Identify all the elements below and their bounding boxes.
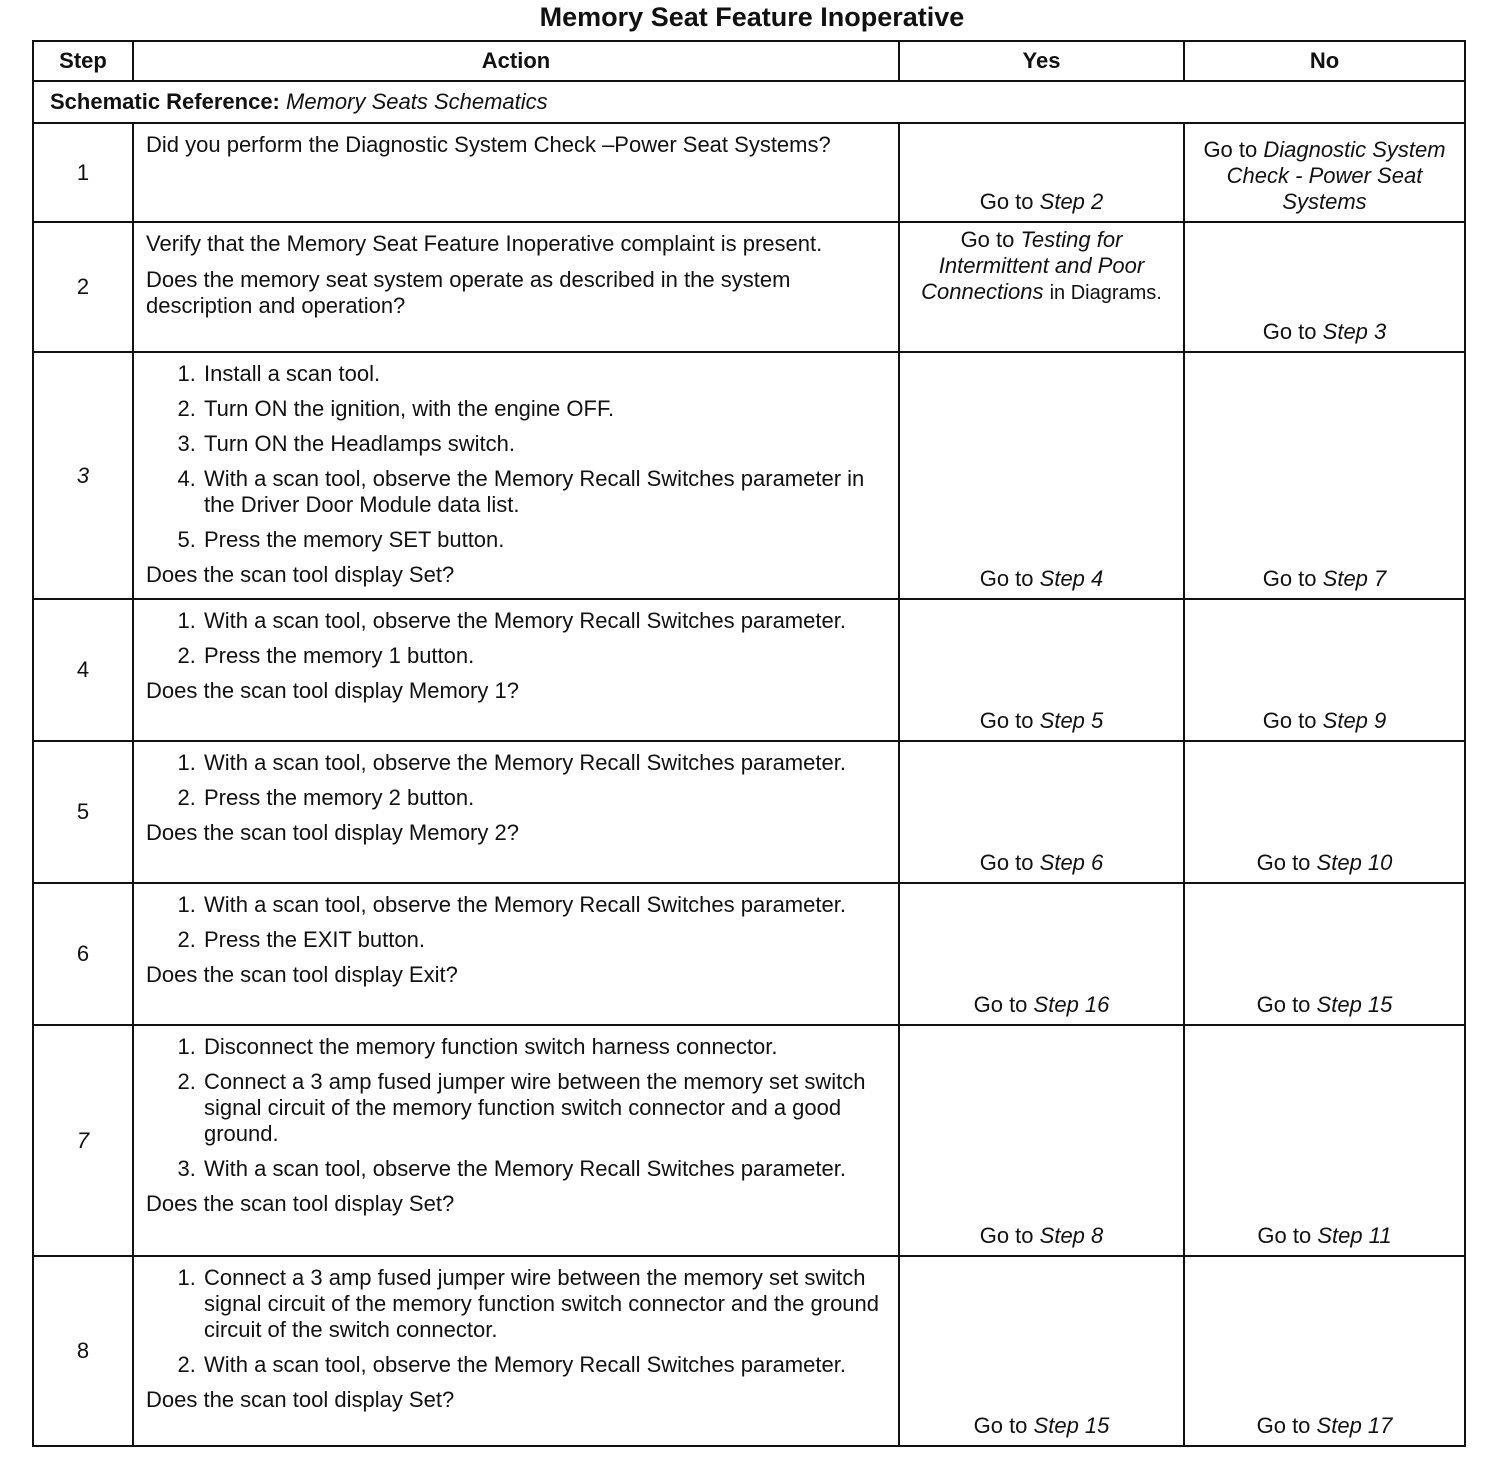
action-step-item: 2. Connect a 3 amp fused jumper wire between the memory set switch signal circuit of the memory function switch connector and a good ground. [202, 1069, 886, 1147]
action-steps [146, 1034, 886, 1182]
action-step-item: 2. Press the memory 1 button. [202, 643, 886, 669]
yes-prefix: Go to [979, 850, 1034, 875]
step-number: 5 [33, 741, 133, 883]
table-row [33, 123, 1465, 222]
no-target-link[interactable]: Step 11 [1317, 1223, 1392, 1248]
yes-target-link[interactable]: Step 8 [1039, 1223, 1104, 1248]
table-row [33, 599, 1465, 741]
no-cell [1184, 1025, 1465, 1256]
no-prefix: Go to [1257, 1223, 1312, 1248]
no-prefix: Go to [1262, 708, 1317, 733]
header-action: Action [133, 41, 899, 81]
table-row [33, 222, 1465, 352]
header-step: Step [33, 41, 133, 81]
action-cell [133, 222, 899, 352]
action-cell [133, 883, 899, 1025]
table-row [33, 883, 1465, 1025]
no-target-link[interactable]: Step 7 [1322, 566, 1387, 591]
action-cell [133, 1256, 899, 1446]
action-question: Does the scan tool display Exit? [146, 962, 458, 987]
action-step-item: 2. With a scan tool, observe the Memory Recall Switches parameter. [202, 1352, 886, 1378]
yes-target-link[interactable]: Step 4 [1039, 566, 1104, 591]
yes-cell [899, 741, 1184, 883]
step-number: 2 [33, 222, 133, 352]
yes-target-link[interactable]: Step 15 [1033, 1413, 1110, 1438]
action-step-item: 1. Connect a 3 amp fused jumper wire between the memory set switch signal circuit of the memory function switch connector and the ground circuit of the switch connector. [202, 1265, 886, 1343]
no-prefix: Go to [1262, 566, 1317, 591]
step-number: 8 [33, 1256, 133, 1446]
no-cell [1184, 352, 1465, 599]
action-question: Does the scan tool display Memory 1? [146, 678, 519, 703]
action-steps [146, 892, 886, 953]
no-prefix: Go to [1262, 319, 1317, 344]
yes-target-link[interactable]: Step 5 [1039, 708, 1104, 733]
yes-prefix: Go to [979, 708, 1034, 733]
action-step-item: 3. With a scan tool, observe the Memory Recall Switches parameter. [202, 1156, 886, 1182]
action-cell [133, 1025, 899, 1256]
action-step-item: 2. Press the EXIT button. [202, 927, 886, 953]
step-number: 1 [33, 123, 133, 222]
table-row [33, 1025, 1465, 1256]
no-cell [1184, 741, 1465, 883]
no-prefix: Go to [1256, 850, 1311, 875]
yes-prefix: Go to [973, 1413, 1028, 1438]
yes-prefix: Go to [973, 992, 1028, 1017]
no-target-link[interactable]: Step 15 [1316, 992, 1393, 1017]
yes-prefix: Go to [960, 227, 1015, 252]
yes-prefix: Go to [979, 189, 1034, 214]
header-yes: Yes [899, 41, 1184, 81]
yes-target-link[interactable]: Step 16 [1033, 992, 1110, 1017]
step-number: 6 [33, 883, 133, 1025]
action-step-item: 1. With a scan tool, observe the Memory Recall Switches parameter. [202, 750, 886, 776]
diagnostic-table [32, 40, 1466, 1447]
action-steps [146, 750, 886, 811]
action-cell [133, 123, 899, 222]
table-row [33, 1256, 1465, 1446]
table-row [33, 352, 1465, 599]
action-step-item: 1. With a scan tool, observe the Memory Recall Switches parameter. [202, 892, 886, 918]
yes-target-link[interactable]: Step 6 [1039, 850, 1104, 875]
yes-cell [899, 1025, 1184, 1256]
no-target-link[interactable]: Step 9 [1322, 708, 1387, 733]
schematic-reference-row [33, 81, 1465, 123]
action-question: Did you perform the Diagnostic System Check –Power Seat Systems? [146, 132, 831, 157]
action-steps [146, 361, 886, 553]
action-question: Does the scan tool display Set? [146, 1387, 455, 1412]
action-steps [146, 1265, 886, 1378]
step-number: 4 [33, 599, 133, 741]
yes-cell [899, 883, 1184, 1025]
action-step-item: 2. Turn ON the ignition, with the engine OFF. [202, 396, 886, 422]
no-target-link[interactable]: Diagnostic System Check - Power Seat Systems [1226, 137, 1446, 214]
schematic-reference-label: Schematic Reference: [50, 89, 280, 114]
no-prefix: Go to [1256, 992, 1311, 1017]
no-cell [1184, 1256, 1465, 1446]
schematic-reference-link[interactable]: Memory Seats Schematics [286, 89, 548, 114]
no-cell [1184, 599, 1465, 741]
yes-target-link[interactable]: Testing for Intermittent and Poor Connections [921, 227, 1145, 304]
no-cell [1184, 123, 1465, 222]
no-cell [1184, 883, 1465, 1025]
header-no: No [1184, 41, 1465, 81]
header-row [33, 41, 1465, 81]
no-target-link[interactable]: Step 17 [1316, 1413, 1393, 1438]
action-question: Does the scan tool display Set? [146, 1191, 455, 1216]
yes-cell [899, 352, 1184, 599]
action-cell [133, 352, 899, 599]
yes-cell [899, 222, 1184, 352]
no-target-link[interactable]: Step 10 [1316, 850, 1393, 875]
action-question: Does the scan tool display Set? [146, 562, 455, 587]
action-cell [133, 741, 899, 883]
yes-target-link[interactable]: Step 2 [1039, 189, 1104, 214]
no-prefix: Go to [1256, 1413, 1311, 1438]
schematic-reference [33, 81, 1465, 123]
no-target-link[interactable]: Step 3 [1322, 319, 1387, 344]
table-row [33, 741, 1465, 883]
action-intro: Verify that the Memory Seat Feature Inoperative complaint is present. [146, 231, 823, 256]
action-question: Does the scan tool display Memory 2? [146, 820, 519, 845]
yes-suffix: in Diagrams. [1049, 282, 1162, 304]
yes-cell [899, 1256, 1184, 1446]
yes-cell [899, 599, 1184, 741]
yes-cell [899, 123, 1184, 222]
action-question: Does the memory seat system operate as described in the system description and operation? [146, 267, 791, 318]
page-title: Memory Seat Feature Inoperative [539, 2, 965, 32]
yes-prefix: Go to [979, 1223, 1034, 1248]
action-step-item: 3. Turn ON the Headlamps switch. [202, 431, 886, 457]
action-step-item: 1. Install a scan tool. [202, 361, 886, 387]
yes-prefix: Go to [979, 566, 1034, 591]
no-prefix: Go to [1203, 137, 1258, 162]
step-number: 7 [33, 1025, 133, 1256]
action-step-item: 4. With a scan tool, observe the Memory Recall Switches parameter in the Driver Door Module data list. [202, 466, 886, 518]
step-number: 3 [33, 352, 133, 599]
no-cell [1184, 222, 1465, 352]
action-step-item: 1. With a scan tool, observe the Memory Recall Switches parameter. [202, 608, 886, 634]
action-step-item: 2. Press the memory 2 button. [202, 785, 886, 811]
action-cell [133, 599, 899, 741]
action-step-item: 1. Disconnect the memory function switch harness connector. [202, 1034, 886, 1060]
action-steps [146, 608, 886, 669]
action-step-item: 5. Press the memory SET button. [202, 527, 886, 553]
